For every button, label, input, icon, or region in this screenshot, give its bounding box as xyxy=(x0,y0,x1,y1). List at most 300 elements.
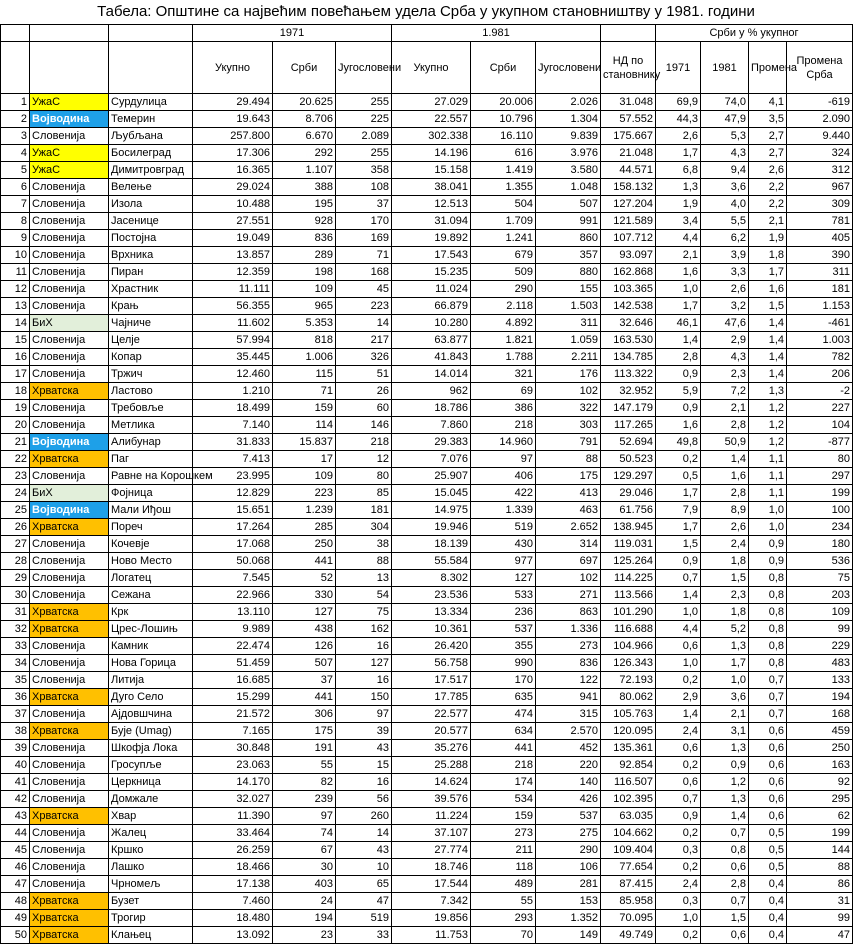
value-cell: 80 xyxy=(787,451,853,468)
region-cell: Словенија xyxy=(30,179,109,196)
value-cell: 72.193 xyxy=(601,672,656,689)
value-cell: 125.264 xyxy=(601,553,656,570)
table-row xyxy=(1,672,853,689)
value-cell: 1,4 xyxy=(749,366,787,383)
value-cell: 12.829 xyxy=(193,485,273,502)
region-cell: Хрватска xyxy=(30,451,109,468)
value-cell: 306 xyxy=(273,706,336,723)
value-cell: 5,3 xyxy=(701,128,749,145)
value-cell: -461 xyxy=(787,315,853,332)
value-cell: 0,6 xyxy=(701,859,749,876)
value-cell: -619 xyxy=(787,94,853,111)
value-cell: 818 xyxy=(273,332,336,349)
value-cell: 67 xyxy=(273,842,336,859)
value-cell: 102 xyxy=(536,383,601,400)
value-cell: 534 xyxy=(471,791,536,808)
value-cell: 0,6 xyxy=(656,638,701,655)
value-cell: 0,5 xyxy=(749,825,787,842)
value-cell: 155 xyxy=(536,281,601,298)
municipality-cell: Ајдовшчина xyxy=(109,706,193,723)
blank-cell xyxy=(109,25,193,42)
region-cell: Војводина xyxy=(30,434,109,451)
value-cell: 422 xyxy=(471,485,536,502)
municipality-cell: Требовље xyxy=(109,400,193,417)
value-cell: 45 xyxy=(336,281,392,298)
value-cell: 69,9 xyxy=(656,94,701,111)
blank-cell xyxy=(30,25,109,42)
value-cell: 2,8 xyxy=(701,417,749,434)
value-cell: 880 xyxy=(536,264,601,281)
value-cell: 1.304 xyxy=(536,111,601,128)
value-cell: 92 xyxy=(787,774,853,791)
row-number: 45 xyxy=(1,842,30,859)
row-number: 38 xyxy=(1,723,30,740)
value-cell: 326 xyxy=(336,349,392,366)
table-row xyxy=(1,230,853,247)
value-cell: 0,5 xyxy=(656,468,701,485)
value-cell: 290 xyxy=(471,281,536,298)
value-cell: 1.352 xyxy=(536,910,601,927)
region-cell: Словенија xyxy=(30,791,109,808)
municipality-cell: Метлика xyxy=(109,417,193,434)
value-cell: 10.796 xyxy=(471,111,536,128)
value-cell: 489 xyxy=(471,876,536,893)
value-cell: 217 xyxy=(336,332,392,349)
sub-header-row xyxy=(1,42,853,94)
value-cell: 126 xyxy=(273,638,336,655)
municipality-cell: Шкофја Лока xyxy=(109,740,193,757)
blank-cell xyxy=(1,25,30,42)
value-cell: 5,9 xyxy=(656,383,701,400)
value-cell: 121.589 xyxy=(601,213,656,230)
value-cell: 509 xyxy=(471,264,536,281)
value-cell: 29.383 xyxy=(392,434,471,451)
value-cell: 3.976 xyxy=(536,145,601,162)
value-cell: 1,0 xyxy=(749,502,787,519)
value-cell: 12 xyxy=(336,451,392,468)
value-cell: 211 xyxy=(471,842,536,859)
region-cell: БиХ xyxy=(30,485,109,502)
region-cell: Словенија xyxy=(30,774,109,791)
table-row xyxy=(1,400,853,417)
value-cell: 1,3 xyxy=(701,740,749,757)
value-cell: 0,7 xyxy=(701,893,749,910)
value-cell: 1,0 xyxy=(656,655,701,672)
value-cell: 406 xyxy=(471,468,536,485)
value-cell: 2,9 xyxy=(656,689,701,706)
value-cell: 22.577 xyxy=(392,706,471,723)
value-cell: 1,0 xyxy=(656,281,701,298)
municipality-cell: Сежана xyxy=(109,587,193,604)
value-cell: 0,8 xyxy=(749,638,787,655)
table-row xyxy=(1,417,853,434)
value-cell: 679 xyxy=(471,247,536,264)
municipality-cell: Логатец xyxy=(109,570,193,587)
value-cell: 14.014 xyxy=(392,366,471,383)
value-cell: 2.570 xyxy=(536,723,601,740)
value-cell: 293 xyxy=(471,910,536,927)
region-cell: Војводина xyxy=(30,111,109,128)
table-row xyxy=(1,910,853,927)
value-cell: 7.076 xyxy=(392,451,471,468)
value-cell: 19.946 xyxy=(392,519,471,536)
municipality-cell: Жалец xyxy=(109,825,193,842)
value-cell: 0,3 xyxy=(656,842,701,859)
value-cell: 991 xyxy=(536,213,601,230)
region-cell: Словенија xyxy=(30,825,109,842)
value-cell: 9.989 xyxy=(193,621,273,638)
value-cell: 459 xyxy=(787,723,853,740)
municipality-cell: Домжале xyxy=(109,791,193,808)
value-cell: 113.566 xyxy=(601,587,656,604)
value-cell: 126.343 xyxy=(601,655,656,672)
value-cell: 19.856 xyxy=(392,910,471,927)
value-cell: 7,9 xyxy=(656,502,701,519)
value-cell: 218 xyxy=(471,757,536,774)
table-row xyxy=(1,570,853,587)
municipality-cell: Постојна xyxy=(109,230,193,247)
value-cell: 175 xyxy=(536,468,601,485)
value-cell: 390 xyxy=(787,247,853,264)
value-cell: 194 xyxy=(787,689,853,706)
value-cell: 49.749 xyxy=(601,927,656,944)
value-cell: 236 xyxy=(471,604,536,621)
region-cell: Словенија xyxy=(30,196,109,213)
table-row xyxy=(1,111,853,128)
value-cell: 100 xyxy=(787,502,853,519)
value-cell: 0,6 xyxy=(749,791,787,808)
value-cell: 697 xyxy=(536,553,601,570)
value-cell: 255 xyxy=(336,94,392,111)
row-number: 21 xyxy=(1,434,30,451)
table-row xyxy=(1,315,853,332)
value-cell: 438 xyxy=(273,621,336,638)
value-cell: 227 xyxy=(787,400,853,417)
value-cell: 54 xyxy=(336,587,392,604)
value-cell: 1,3 xyxy=(701,638,749,655)
region-cell: Хрватска xyxy=(30,910,109,927)
row-number: 26 xyxy=(1,519,30,536)
value-cell: 239 xyxy=(273,791,336,808)
value-cell: 195 xyxy=(273,196,336,213)
municipality-cell: Лашко xyxy=(109,859,193,876)
value-cell: 537 xyxy=(471,621,536,638)
value-cell: 413 xyxy=(536,485,601,502)
value-cell: 93.097 xyxy=(601,247,656,264)
value-cell: 168 xyxy=(336,264,392,281)
municipality-cell: Димитровград xyxy=(109,162,193,179)
value-cell: 32.952 xyxy=(601,383,656,400)
value-cell: 22.557 xyxy=(392,111,471,128)
value-cell: 162.868 xyxy=(601,264,656,281)
value-cell: 101.290 xyxy=(601,604,656,621)
value-cell: 2.211 xyxy=(536,349,601,366)
value-cell: 250 xyxy=(787,740,853,757)
row-number: 10 xyxy=(1,247,30,264)
value-cell: 119.031 xyxy=(601,536,656,553)
value-cell: 5,2 xyxy=(701,621,749,638)
value-cell: 194 xyxy=(273,910,336,927)
municipality-cell: Фојница xyxy=(109,485,193,502)
value-cell: 3,2 xyxy=(701,298,749,315)
region-cell: Словенија xyxy=(30,536,109,553)
value-cell: 941 xyxy=(536,689,601,706)
value-cell: 7.342 xyxy=(392,893,471,910)
municipality-cell: Велење xyxy=(109,179,193,196)
value-cell: 85.958 xyxy=(601,893,656,910)
value-cell: 2,1 xyxy=(749,213,787,230)
value-cell: 0,4 xyxy=(749,893,787,910)
value-cell: 15 xyxy=(336,757,392,774)
value-cell: 26.420 xyxy=(392,638,471,655)
municipality-cell: Дуго Село xyxy=(109,689,193,706)
value-cell: 70 xyxy=(471,927,536,944)
value-cell: 1.503 xyxy=(536,298,601,315)
row-number: 40 xyxy=(1,757,30,774)
value-cell: 4,4 xyxy=(656,230,701,247)
region-cell: Словенија xyxy=(30,400,109,417)
value-cell: 191 xyxy=(273,740,336,757)
value-cell: 23.063 xyxy=(193,757,273,774)
row-number: 27 xyxy=(1,536,30,553)
municipality-cell: Трогир xyxy=(109,910,193,927)
table-row xyxy=(1,536,853,553)
value-cell: 1.059 xyxy=(536,332,601,349)
value-cell: 2,7 xyxy=(749,145,787,162)
value-cell: 0,2 xyxy=(656,927,701,944)
value-cell: 1.336 xyxy=(536,621,601,638)
municipality-cell: Целје xyxy=(109,332,193,349)
value-cell: 357 xyxy=(536,247,601,264)
region-cell: Хрватска xyxy=(30,808,109,825)
value-cell: 16.110 xyxy=(471,128,536,145)
value-cell: 21.572 xyxy=(193,706,273,723)
value-cell: 1,1 xyxy=(749,468,787,485)
value-cell: 37 xyxy=(336,196,392,213)
value-cell: 108 xyxy=(336,179,392,196)
value-cell: 127 xyxy=(471,570,536,587)
table-row xyxy=(1,213,853,230)
value-cell: 23.536 xyxy=(392,587,471,604)
value-cell: 41.843 xyxy=(392,349,471,366)
value-cell: 37 xyxy=(273,672,336,689)
value-cell: 39 xyxy=(336,723,392,740)
value-cell: 15.158 xyxy=(392,162,471,179)
value-cell: 75 xyxy=(336,604,392,621)
region-cell: Словенија xyxy=(30,655,109,672)
value-cell: 29.046 xyxy=(601,485,656,502)
value-cell: 1,4 xyxy=(656,332,701,349)
value-cell: 1,9 xyxy=(749,230,787,247)
value-cell: 8.302 xyxy=(392,570,471,587)
value-cell: 120.095 xyxy=(601,723,656,740)
row-number: 29 xyxy=(1,570,30,587)
value-cell: 1.419 xyxy=(471,162,536,179)
value-cell: 836 xyxy=(536,655,601,672)
value-cell: 388 xyxy=(273,179,336,196)
value-cell: 1,8 xyxy=(701,604,749,621)
value-cell: 11.224 xyxy=(392,808,471,825)
value-cell: 2.026 xyxy=(536,94,601,111)
value-cell: 31 xyxy=(787,893,853,910)
value-cell: 229 xyxy=(787,638,853,655)
value-cell: 634 xyxy=(471,723,536,740)
value-cell: 102.395 xyxy=(601,791,656,808)
value-cell: 80.062 xyxy=(601,689,656,706)
value-cell: 1,4 xyxy=(749,315,787,332)
row-number: 19 xyxy=(1,400,30,417)
value-cell: 2.089 xyxy=(336,128,392,145)
value-cell: 22.474 xyxy=(193,638,273,655)
region-cell: Словенија xyxy=(30,706,109,723)
value-cell: 17.543 xyxy=(392,247,471,264)
value-cell: 1,9 xyxy=(656,196,701,213)
value-cell: 3,1 xyxy=(701,723,749,740)
region-cell: Словенија xyxy=(30,230,109,247)
value-cell: 26 xyxy=(336,383,392,400)
value-cell: 2,6 xyxy=(701,281,749,298)
value-cell: 281 xyxy=(536,876,601,893)
region-cell: Словенија xyxy=(30,264,109,281)
value-cell: 220 xyxy=(536,757,601,774)
value-cell: 4,0 xyxy=(701,196,749,213)
value-cell: 46,1 xyxy=(656,315,701,332)
value-cell: 0,7 xyxy=(701,825,749,842)
value-cell: 38.041 xyxy=(392,179,471,196)
value-cell: 635 xyxy=(471,689,536,706)
value-cell: 109 xyxy=(273,281,336,298)
value-cell: 0,4 xyxy=(749,910,787,927)
value-cell: 75 xyxy=(787,570,853,587)
municipality-cell: Изола xyxy=(109,196,193,213)
value-cell: 87.415 xyxy=(601,876,656,893)
table-row xyxy=(1,876,853,893)
value-cell: 1.709 xyxy=(471,213,536,230)
value-cell: 4,3 xyxy=(701,349,749,366)
value-cell: 1,7 xyxy=(656,519,701,536)
value-cell: 50.523 xyxy=(601,451,656,468)
row-number: 42 xyxy=(1,791,30,808)
value-cell: 1.339 xyxy=(471,502,536,519)
value-cell: 6.670 xyxy=(273,128,336,145)
value-cell: 0,3 xyxy=(656,893,701,910)
region-cell: Словенија xyxy=(30,128,109,145)
row-number: 32 xyxy=(1,621,30,638)
value-cell: 168 xyxy=(787,706,853,723)
value-cell: 103.365 xyxy=(601,281,656,298)
table-row xyxy=(1,825,853,842)
blank-cell xyxy=(1,42,30,94)
col-header: Укупно xyxy=(392,42,471,94)
value-cell: 0,6 xyxy=(749,757,787,774)
value-cell: 250 xyxy=(273,536,336,553)
value-cell: 315 xyxy=(536,706,601,723)
value-cell: 303 xyxy=(536,417,601,434)
municipality-cell: Храстник xyxy=(109,281,193,298)
municipality-cell: Босилеград xyxy=(109,145,193,162)
region-cell: Хрватска xyxy=(30,604,109,621)
value-cell: 92.854 xyxy=(601,757,656,774)
row-number: 8 xyxy=(1,213,30,230)
value-cell: 1,0 xyxy=(701,672,749,689)
value-cell: 74 xyxy=(273,825,336,842)
value-cell: 928 xyxy=(273,213,336,230)
value-cell: 44.571 xyxy=(601,162,656,179)
value-cell: 8.706 xyxy=(273,111,336,128)
value-cell: 0,6 xyxy=(749,774,787,791)
table-row xyxy=(1,774,853,791)
table-row xyxy=(1,638,853,655)
value-cell: 10.280 xyxy=(392,315,471,332)
value-cell: 17.785 xyxy=(392,689,471,706)
value-cell: 10.488 xyxy=(193,196,273,213)
value-cell: 61.756 xyxy=(601,502,656,519)
col-header: Срби xyxy=(273,42,336,94)
value-cell: 324 xyxy=(787,145,853,162)
row-number: 4 xyxy=(1,145,30,162)
row-number: 36 xyxy=(1,689,30,706)
value-cell: 31.833 xyxy=(193,434,273,451)
value-cell: 1,1 xyxy=(749,485,787,502)
municipality-cell: Бује (Umag) xyxy=(109,723,193,740)
value-cell: 616 xyxy=(471,145,536,162)
municipality-cell: Бузет xyxy=(109,893,193,910)
value-cell: 1,6 xyxy=(656,417,701,434)
table-row xyxy=(1,655,853,672)
value-cell: 12.460 xyxy=(193,366,273,383)
municipality-cell: Врхника xyxy=(109,247,193,264)
value-cell: 1.241 xyxy=(471,230,536,247)
value-cell: 13.334 xyxy=(392,604,471,621)
value-cell: 1,6 xyxy=(749,281,787,298)
value-cell: 107.712 xyxy=(601,230,656,247)
value-cell: 56 xyxy=(336,791,392,808)
value-cell: 8,9 xyxy=(701,502,749,519)
value-cell: 35.445 xyxy=(193,349,273,366)
value-cell: 860 xyxy=(536,230,601,247)
value-cell: 4,3 xyxy=(701,145,749,162)
value-cell: 260 xyxy=(336,808,392,825)
value-cell: 14.975 xyxy=(392,502,471,519)
value-cell: 0,9 xyxy=(656,553,701,570)
value-cell: 142.538 xyxy=(601,298,656,315)
value-cell: 140 xyxy=(536,774,601,791)
value-cell: 1.821 xyxy=(471,332,536,349)
region-cell: Словенија xyxy=(30,757,109,774)
col-header: 1971 xyxy=(656,42,701,94)
table-row xyxy=(1,349,853,366)
value-cell: 135.361 xyxy=(601,740,656,757)
value-cell: 153 xyxy=(536,893,601,910)
value-cell: 0,8 xyxy=(701,842,749,859)
value-cell: 0,6 xyxy=(749,808,787,825)
value-cell: 0,4 xyxy=(749,876,787,893)
value-cell: 386 xyxy=(471,400,536,417)
col-header: Промена Срба xyxy=(787,42,853,94)
value-cell: 304 xyxy=(336,519,392,536)
value-cell: 1,2 xyxy=(749,434,787,451)
value-cell: 3,5 xyxy=(749,111,787,128)
value-cell: 1,5 xyxy=(749,298,787,315)
value-cell: 977 xyxy=(471,553,536,570)
row-number: 47 xyxy=(1,876,30,893)
table-row xyxy=(1,808,853,825)
table-row xyxy=(1,740,853,757)
value-cell: 1,3 xyxy=(749,383,787,400)
region-cell: Словенија xyxy=(30,247,109,264)
value-cell: 289 xyxy=(273,247,336,264)
municipality-cell: Чрномељ xyxy=(109,876,193,893)
